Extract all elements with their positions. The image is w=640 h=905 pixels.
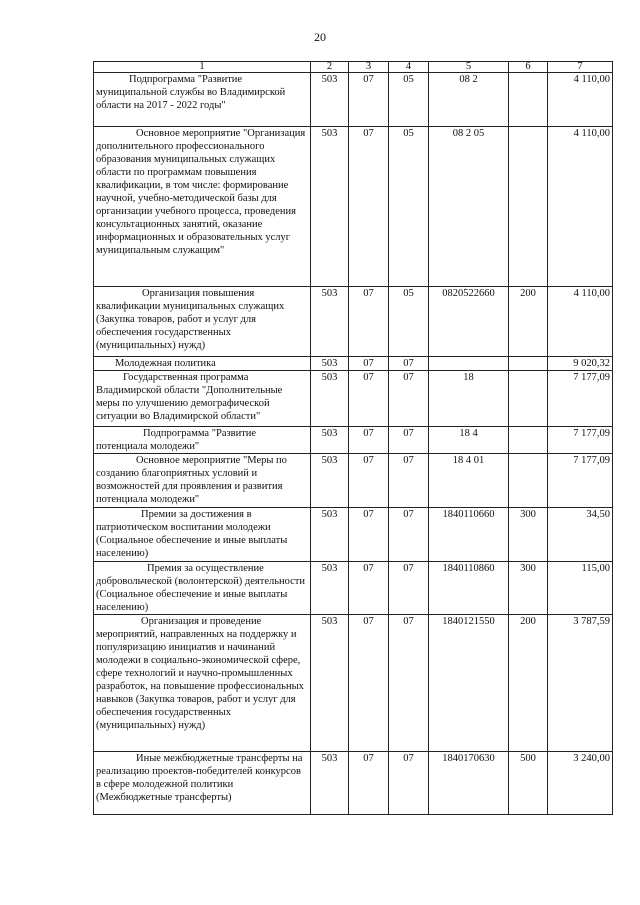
code-cell: [509, 127, 548, 287]
code-cell: 07: [389, 615, 429, 752]
row-name-cell: [94, 73, 311, 127]
row-name-text: Премия за осуществление добровольческой (волонтерской) деятельности (Социальное обеспечение и иные выплаты населению): [96, 563, 306, 613]
code-cell: 07: [389, 357, 429, 371]
row-name-text: Премии за достижения в патриотическом воспитании молодежи (Социальное обеспечение и иные выплаты населению): [96, 509, 288, 559]
row-name-text: Основное мероприятие "Меры по созданию благоприятных условий и возможностей для проявления и развития потенциала молодежи": [96, 455, 287, 505]
row-name-cell: [94, 752, 311, 815]
code-cell: [429, 357, 509, 371]
code-cell: 200: [509, 615, 548, 752]
row-name-text: Организация повышения квалификации муниципальных служащих (Закупка товаров, работ и услуг для обеспечения государственных (муниципальных) нужд): [96, 288, 285, 351]
code-cell: 503: [311, 357, 349, 371]
code-cell: 300: [509, 562, 548, 615]
code-cell: 0820522660: [429, 287, 509, 357]
code-cell: 07: [349, 562, 389, 615]
column-header-row: [94, 62, 613, 73]
row-name-text: Государственная программа Владимирской области "Дополнительные меры по улучшению демографической ситуации во Владимирской области": [96, 372, 283, 422]
row-name-text: Подпрограмма "Развитие муниципальной службы во Владимирской области на 2017 - 2022 годы": [96, 74, 286, 111]
code-cell: 18 4: [429, 427, 509, 454]
column-header: 2: [311, 62, 349, 73]
code-cell: [509, 454, 548, 508]
table-row: [94, 454, 613, 508]
column-header: 1: [94, 62, 311, 73]
code-cell: 503: [311, 127, 349, 287]
amount-cell: 7 177,09: [548, 427, 613, 454]
row-name-cell: [94, 287, 311, 357]
code-cell: 503: [311, 73, 349, 127]
amount-cell: 7 177,09: [548, 371, 613, 427]
code-cell: 07: [389, 454, 429, 508]
row-name-text: Молодежная политика: [115, 358, 216, 369]
amount-cell: 4 110,00: [548, 287, 613, 357]
code-cell: 1840110860: [429, 562, 509, 615]
code-cell: 503: [311, 752, 349, 815]
amount-cell: 3 240,00: [548, 752, 613, 815]
table-row: [94, 752, 613, 815]
code-cell: 07: [349, 371, 389, 427]
amount-cell: 34,50: [548, 508, 613, 562]
code-cell: 1840170630: [429, 752, 509, 815]
code-cell: 07: [389, 562, 429, 615]
table-row: [94, 73, 613, 127]
code-cell: 503: [311, 287, 349, 357]
code-cell: 07: [349, 357, 389, 371]
row-name-cell: [94, 371, 311, 427]
code-cell: 07: [349, 615, 389, 752]
page-number: 20: [314, 30, 326, 44]
amount-cell: 4 110,00: [548, 127, 613, 287]
row-name-cell: [94, 508, 311, 562]
code-cell: 05: [389, 73, 429, 127]
code-cell: 07: [389, 508, 429, 562]
code-cell: 07: [349, 508, 389, 562]
row-name-text: Иные межбюджетные трансферты на реализацию проектов-победителей конкурсов в сфере молодежной политики (Межбюджетные трансферты): [96, 753, 303, 803]
code-cell: 500: [509, 752, 548, 815]
row-name-text: Подпрограмма "Развитие потенциала молодежи": [96, 428, 257, 452]
code-cell: 07: [349, 73, 389, 127]
table-row: [94, 357, 613, 371]
amount-cell: 3 787,59: [548, 615, 613, 752]
code-cell: 18 4 01: [429, 454, 509, 508]
column-header: 4: [389, 62, 429, 73]
code-cell: [509, 357, 548, 371]
amount-cell: 115,00: [548, 562, 613, 615]
code-cell: 08 2: [429, 73, 509, 127]
code-cell: [509, 73, 548, 127]
table-row: [94, 371, 613, 427]
code-cell: 503: [311, 427, 349, 454]
budget-table: [93, 61, 613, 815]
table-row: [94, 615, 613, 752]
table-row: [94, 127, 613, 287]
code-cell: 07: [389, 427, 429, 454]
code-cell: 300: [509, 508, 548, 562]
row-name-cell: [94, 427, 311, 454]
code-cell: 07: [389, 752, 429, 815]
code-cell: 07: [349, 287, 389, 357]
code-cell: 503: [311, 562, 349, 615]
code-cell: 503: [311, 371, 349, 427]
column-header: 5: [429, 62, 509, 73]
code-cell: 05: [389, 127, 429, 287]
row-name-cell: [94, 357, 311, 371]
amount-cell: 7 177,09: [548, 454, 613, 508]
code-cell: 08 2 05: [429, 127, 509, 287]
column-header: 6: [509, 62, 548, 73]
row-name-cell: [94, 615, 311, 752]
table-row: [94, 508, 613, 562]
row-name-cell: [94, 454, 311, 508]
code-cell: 18: [429, 371, 509, 427]
code-cell: [509, 427, 548, 454]
code-cell: 07: [349, 454, 389, 508]
table-row: [94, 287, 613, 357]
column-header: 3: [349, 62, 389, 73]
code-cell: 503: [311, 454, 349, 508]
code-cell: 07: [349, 427, 389, 454]
code-cell: [509, 371, 548, 427]
code-cell: 1840110660: [429, 508, 509, 562]
code-cell: 503: [311, 508, 349, 562]
code-cell: 07: [349, 127, 389, 287]
code-cell: 07: [389, 371, 429, 427]
row-name-cell: [94, 562, 311, 615]
table-row: [94, 427, 613, 454]
code-cell: 07: [349, 752, 389, 815]
code-cell: 200: [509, 287, 548, 357]
code-cell: 1840121550: [429, 615, 509, 752]
amount-cell: 4 110,00: [548, 73, 613, 127]
amount-cell: 9 020,32: [548, 357, 613, 371]
code-cell: 05: [389, 287, 429, 357]
code-cell: 503: [311, 615, 349, 752]
row-name-cell: [94, 127, 311, 287]
column-header: 7: [548, 62, 613, 73]
row-name-text: Организация и проведение мероприятий, направленных на поддержку и популяризацию инициатив и начинаний молодежи в социально-экономической сфере, сфере технологий и научно-промышленных разработок, на повышение профессиональных навыков (Закупка товаров, работ и услуг для обеспечения государственных (муниципальных) нужд): [96, 616, 304, 731]
row-name-text: Основное мероприятие "Организация дополнительного профессионального образования муниципальных служащих области по программам повышения квалификации, в том числе: формирование научной, учебно-методической базы для организации учебного процесса, проведения консультационных занятий, оказание информационных и образовательных услуг муниципальным служащим": [96, 128, 306, 256]
table-row: [94, 562, 613, 615]
